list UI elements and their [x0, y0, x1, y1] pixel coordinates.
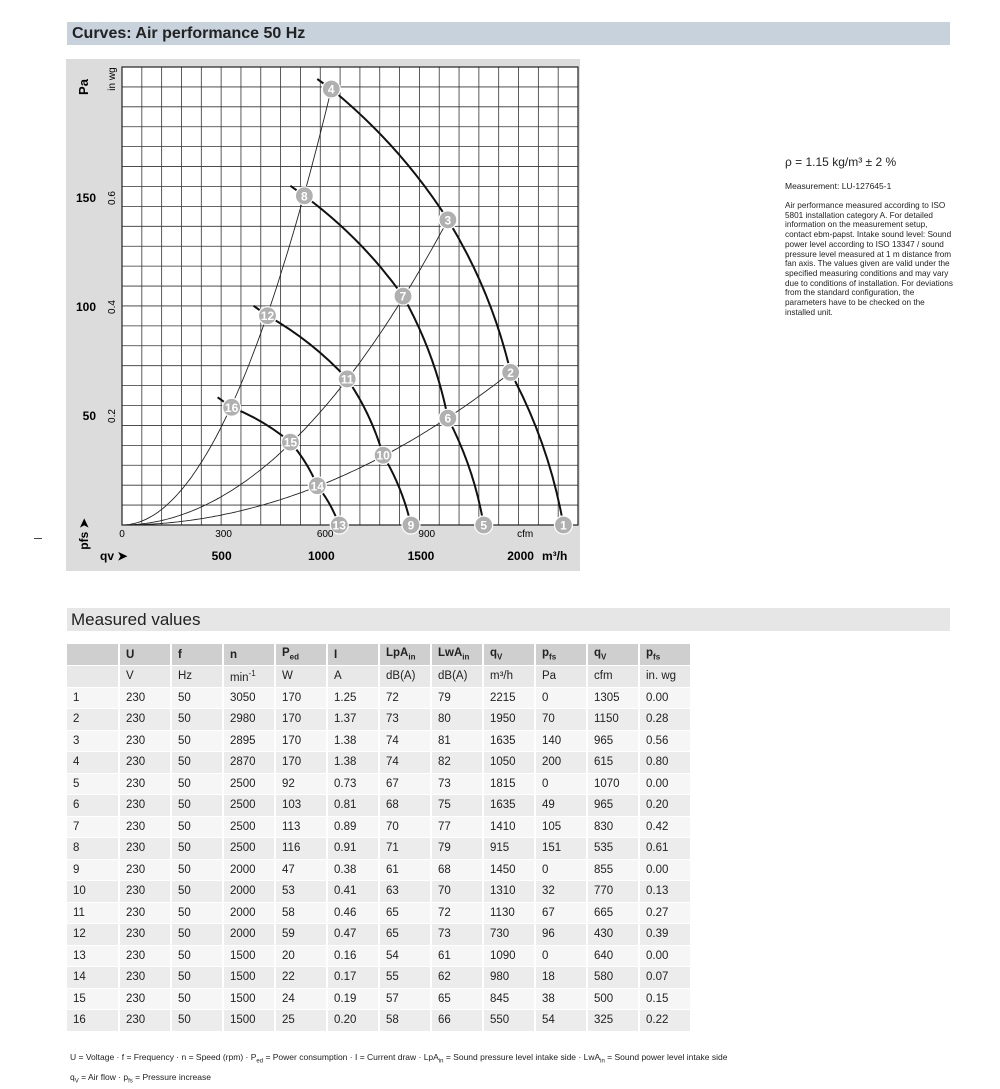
table-cell: 0.41 — [327, 881, 379, 903]
table-unit-cell: m³/h — [483, 666, 535, 688]
table-cell: 230 — [119, 988, 171, 1010]
curves-section-header — [67, 22, 950, 45]
table-cell: 1310 — [483, 881, 535, 903]
x-tick-label: 2000 — [507, 549, 534, 563]
table-cell: 22 — [275, 967, 327, 989]
table-header-cell: LwA$_{in}$ — [431, 644, 483, 666]
table-cell: 230 — [119, 902, 171, 924]
row-index-cell: 8 — [67, 838, 119, 860]
table-row — [67, 988, 691, 1010]
table-cell: 0 — [535, 859, 587, 881]
table-cell: 25 — [275, 1010, 327, 1032]
table-cell: 230 — [119, 838, 171, 860]
table-unit-cell: in. wg — [639, 666, 691, 688]
table-cell: 55 — [379, 967, 431, 989]
table-cell: 2870 — [223, 752, 275, 774]
table-cell: 0.00 — [639, 945, 691, 967]
table-cell: 230 — [119, 881, 171, 903]
measured-title: Measured values — [71, 610, 201, 629]
table-cell: 170 — [275, 687, 327, 709]
table-cell: 535 — [587, 838, 639, 860]
x-tick-label-cfm: 600 — [316, 529, 334, 540]
table-cell: 75 — [431, 795, 483, 817]
table-cell: 1090 — [483, 945, 535, 967]
table-row — [67, 881, 691, 903]
y-tick-label-inwg: 0.4 — [107, 300, 118, 314]
table-cell: 230 — [119, 859, 171, 881]
y-axis-symbol: pfs ➤ — [77, 518, 91, 550]
table-cell: 74 — [379, 752, 431, 774]
table-cell: 1500 — [223, 967, 275, 989]
table-cell: 50 — [171, 924, 223, 946]
table-cell: 70 — [379, 816, 431, 838]
table-cell: 105 — [535, 816, 587, 838]
table-cell: 47 — [275, 859, 327, 881]
table-cell: 50 — [171, 988, 223, 1010]
operating-point-label: 16 — [224, 400, 239, 415]
operating-point-label: 7 — [399, 289, 407, 304]
y-tick-label: 150 — [75, 191, 96, 205]
table-cell: 32 — [535, 881, 587, 903]
row-index-cell: 5 — [67, 773, 119, 795]
table-cell: 965 — [587, 795, 639, 817]
table-cell: 0.80 — [639, 752, 691, 774]
table-cell: 77 — [431, 816, 483, 838]
table-cell: 1815 — [483, 773, 535, 795]
measurement-notes: Air performance measured according to ISO 5801 installation category A. For detailed information on the measurement setup, contact ebm-papst. Intake sound level: Sound power level according to ISO 13347 / sound pressure level measured at 1 m distance from fan axis. The values given are valid under the specified measuring conditions and may vary due to conditions of installation. For deviations from the standard configuration, the parameters have to be checked on the installed unit. — [785, 201, 953, 317]
table-cell: 1070 — [587, 773, 639, 795]
table-cell: 38 — [535, 988, 587, 1010]
table-cell: 2000 — [223, 881, 275, 903]
table-cell: 70 — [535, 709, 587, 731]
table-cell: 50 — [171, 709, 223, 731]
table-cell: 1500 — [223, 988, 275, 1010]
operating-point-label: 11 — [340, 372, 354, 387]
x-tick-label-cfm: 300 — [215, 529, 232, 540]
table-cell: 50 — [171, 730, 223, 752]
row-index-cell: 14 — [67, 967, 119, 989]
table-cell: 2500 — [223, 795, 275, 817]
table-cell: 67 — [379, 773, 431, 795]
row-index-cell: 13 — [67, 945, 119, 967]
table-cell: 50 — [171, 795, 223, 817]
table-cell: 0.39 — [639, 924, 691, 946]
table-cell: 0.00 — [639, 773, 691, 795]
table-cell: 54 — [379, 945, 431, 967]
row-index-cell: 4 — [67, 752, 119, 774]
table-cell: 230 — [119, 752, 171, 774]
table-cell: 80 — [431, 709, 483, 731]
table-unit-cell: $\min^{-1}$ — [223, 666, 275, 688]
table-cell: 230 — [119, 924, 171, 946]
table-cell: 1305 — [587, 687, 639, 709]
operating-point-label: 2 — [507, 365, 514, 380]
table-row — [67, 730, 691, 752]
curves-title: Curves: Air performance 50 Hz — [72, 25, 306, 42]
row-index-cell: 15 — [67, 988, 119, 1010]
table-cell: 2895 — [223, 730, 275, 752]
operating-point-label: 13 — [332, 518, 346, 533]
table-cell: 24 — [275, 988, 327, 1010]
table-cell: 61 — [431, 945, 483, 967]
legend-line-2: $q_V$ = Air flow · $p_{fs}$ = Pressure increase — [70, 1071, 211, 1085]
table-cell: 0.42 — [639, 816, 691, 838]
table-row — [67, 773, 691, 795]
operating-point-label: 1 — [560, 518, 567, 533]
row-index-cell: 6 — [67, 795, 119, 817]
table-cell: 200 — [535, 752, 587, 774]
table-cell: 1450 — [483, 859, 535, 881]
table-cell: 1050 — [483, 752, 535, 774]
table-cell: 57 — [379, 988, 431, 1010]
table-cell: 2500 — [223, 838, 275, 860]
table-cell: 0.46 — [327, 902, 379, 924]
table-cell: 65 — [379, 902, 431, 924]
table-cell: 325 — [587, 1010, 639, 1032]
x-tick-label: 1000 — [307, 549, 335, 563]
table-header-cell: I — [327, 644, 379, 666]
y-axis-label: Pa — [76, 79, 91, 95]
table-cell: 0.00 — [639, 687, 691, 709]
table-cell: 1.38 — [327, 730, 379, 752]
table-cell: 0.13 — [639, 881, 691, 903]
table-cell: 0.27 — [639, 902, 691, 924]
table-cell: 82 — [431, 752, 483, 774]
table-cell: 830 — [587, 816, 639, 838]
table-cell: 0.07 — [639, 967, 691, 989]
table-cell: 230 — [119, 773, 171, 795]
table-cell: 1.38 — [327, 752, 379, 774]
x-axis-unit: m³/h — [542, 549, 568, 563]
operating-point-label: 6 — [444, 411, 452, 426]
table-unit-cell: Hz — [171, 666, 223, 688]
table-cell: 580 — [587, 967, 639, 989]
table-cell: 3050 — [223, 687, 275, 709]
table-cell: 615 — [587, 752, 639, 774]
row-index-cell: 10 — [67, 881, 119, 903]
table-cell: 0.38 — [327, 859, 379, 881]
table-cell: 50 — [171, 967, 223, 989]
row-index-cell: 2 — [67, 709, 119, 731]
table-unit-cell: dB(A) — [379, 666, 431, 688]
table-header-cell: $q_V$ — [483, 644, 535, 666]
table-cell: 74 — [379, 730, 431, 752]
row-index-cell: 12 — [67, 924, 119, 946]
table-unit-row — [67, 666, 691, 688]
table-cell: 1.25 — [327, 687, 379, 709]
table-header-cell: $p_{fs}$ — [639, 644, 691, 666]
table-cell: 151 — [535, 838, 587, 860]
table-row — [67, 902, 691, 924]
table-cell: 0.19 — [327, 988, 379, 1010]
table-cell: 116 — [275, 838, 327, 860]
table-cell: 1635 — [483, 795, 535, 817]
table-cell: 230 — [119, 687, 171, 709]
table-header-cell: $P_{ed}$ — [275, 644, 327, 666]
y-axis-unit-inwg: in wg — [107, 67, 118, 91]
table-cell: 1130 — [483, 902, 535, 924]
table-cell: 730 — [483, 924, 535, 946]
table-cell: 140 — [535, 730, 587, 752]
side-notes — [785, 155, 953, 317]
plot-area — [122, 67, 578, 525]
table-unit-cell: W — [275, 666, 327, 688]
table-unit-cell: V — [119, 666, 171, 688]
table-cell: 0.61 — [639, 838, 691, 860]
operating-point-label: 9 — [407, 518, 415, 533]
table-cell: 230 — [119, 1010, 171, 1032]
table-cell: 71 — [379, 838, 431, 860]
table-cell: 170 — [275, 752, 327, 774]
table-row — [67, 924, 691, 946]
table-cell: 2500 — [223, 816, 275, 838]
table-cell: 1635 — [483, 730, 535, 752]
y-tick-label-inwg: 0.6 — [107, 191, 118, 205]
table-cell: 50 — [171, 902, 223, 924]
table-cell: 70 — [431, 881, 483, 903]
legend-line-1: U = Voltage · f = Frequency · n = Speed $(rpm) \cdot P_{ed}$ = Power consumption · I = Current draw · LpA$_{in}$ = Sound pressure level intake side · LwA$_{in}$ = Sound power level intake side — [70, 1052, 728, 1065]
table-cell: 170 — [275, 730, 327, 752]
table-cell: 73 — [431, 773, 483, 795]
row-index-cell: 16 — [67, 1010, 119, 1032]
table-cell: 430 — [587, 924, 639, 946]
table-header-cell: LpA$_{in}$ — [379, 644, 431, 666]
operating-point-label: 15 — [283, 435, 298, 450]
table-cell: 915 — [483, 838, 535, 860]
table-cell: 0 — [535, 773, 587, 795]
table-cell: 550 — [483, 1010, 535, 1032]
table-header-row — [67, 644, 691, 666]
x-tick-label-cfm: 0 — [119, 529, 125, 540]
table-cell: 2980 — [223, 709, 275, 731]
table-cell: 0.00 — [639, 859, 691, 881]
table-cell: 53 — [275, 881, 327, 903]
table-cell: 0.17 — [327, 967, 379, 989]
table-cell: 965 — [587, 730, 639, 752]
table-cell: 230 — [119, 967, 171, 989]
table-cell: 2215 — [483, 687, 535, 709]
table-cell: 66 — [431, 1010, 483, 1032]
measured-values-table — [67, 644, 692, 1032]
table-cell: 50 — [171, 838, 223, 860]
row-index-cell: 7 — [67, 816, 119, 838]
table-cell: 770 — [587, 881, 639, 903]
table-cell: 230 — [119, 795, 171, 817]
table-header-cell: $p_{fs}$ — [535, 644, 587, 666]
table-cell: 59 — [275, 924, 327, 946]
table-cell: 0.15 — [639, 988, 691, 1010]
table-cell: 50 — [171, 881, 223, 903]
table-cell: 96 — [535, 924, 587, 946]
table-cell: 68 — [431, 859, 483, 881]
table-cell: 500 — [587, 988, 639, 1010]
x-axis-label: qv ➤ — [100, 549, 128, 563]
table-cell: 230 — [119, 945, 171, 967]
table-cell: 0 — [535, 687, 587, 709]
table-cell: 58 — [275, 902, 327, 924]
table-cell: 50 — [171, 1010, 223, 1032]
table-cell: 68 — [379, 795, 431, 817]
table-cell: 72 — [431, 902, 483, 924]
measurement-id: Measurement: LU-127645-1 — [785, 181, 892, 191]
measured-section-header — [67, 608, 950, 631]
table-cell: 0.47 — [327, 924, 379, 946]
table-cell: 50 — [171, 687, 223, 709]
table-cell: 0.20 — [639, 795, 691, 817]
table-cell: 2000 — [223, 924, 275, 946]
row-index-cell: 9 — [67, 859, 119, 881]
table-cell: 79 — [431, 838, 483, 860]
table-cell: 49 — [535, 795, 587, 817]
table-header-index — [67, 644, 119, 666]
table-cell: 50 — [171, 945, 223, 967]
table-row — [67, 687, 691, 709]
table-cell: 980 — [483, 967, 535, 989]
table-cell: 230 — [119, 730, 171, 752]
table-cell: 65 — [431, 988, 483, 1010]
table-cell: 0 — [535, 945, 587, 967]
table-cell: 73 — [431, 924, 483, 946]
table-row — [67, 709, 691, 731]
table-cell: 845 — [483, 988, 535, 1010]
operating-point-label: 14 — [310, 479, 324, 494]
table-cell: 0.28 — [639, 709, 691, 731]
operating-point-label: 10 — [376, 448, 390, 463]
table-unit-cell: dB(A) — [431, 666, 483, 688]
table-cell: 0.81 — [327, 795, 379, 817]
table-unit-cell: cfm — [587, 666, 639, 688]
table-cell: 0.73 — [327, 773, 379, 795]
table-cell: 50 — [171, 773, 223, 795]
table-cell: 0.20 — [327, 1010, 379, 1032]
table-unit-cell: A — [327, 666, 379, 688]
table-header-cell: n — [223, 644, 275, 666]
row-index-cell: 3 — [67, 730, 119, 752]
table-cell: 0.22 — [639, 1010, 691, 1032]
table-legend — [70, 1050, 727, 1089]
table-cell: 0.16 — [327, 945, 379, 967]
table-cell: 92 — [275, 773, 327, 795]
table-cell: 1410 — [483, 816, 535, 838]
table-header-cell: U — [119, 644, 171, 666]
table-row — [67, 838, 691, 860]
table-cell: 50 — [171, 816, 223, 838]
y-tick-label-inwg: 0.2 — [107, 409, 118, 423]
margin-dash — [34, 538, 42, 539]
table-cell: 0.89 — [327, 816, 379, 838]
operating-point-label: 3 — [444, 213, 452, 228]
table-cell: 665 — [587, 902, 639, 924]
air-density: ρ = 1.15 kg/m³ ± 2 % — [785, 155, 897, 169]
table-cell: 0.91 — [327, 838, 379, 860]
y-tick-label: 50 — [82, 409, 96, 423]
operating-point-label: 8 — [301, 189, 308, 204]
table-cell: 67 — [535, 902, 587, 924]
table-cell: 63 — [379, 881, 431, 903]
table-unit-index — [67, 666, 119, 688]
table-row — [67, 967, 691, 989]
table-cell: 855 — [587, 859, 639, 881]
table-cell: 0.56 — [639, 730, 691, 752]
table-cell: 20 — [275, 945, 327, 967]
table-cell: 2500 — [223, 773, 275, 795]
row-index-cell: 11 — [67, 902, 119, 924]
table-cell: 230 — [119, 709, 171, 731]
table-cell: 2000 — [223, 902, 275, 924]
table-cell: 1500 — [223, 1010, 275, 1032]
table-cell: 61 — [379, 859, 431, 881]
table-cell: 65 — [379, 924, 431, 946]
table-row — [67, 752, 691, 774]
table-cell: 1.37 — [327, 709, 379, 731]
table-header-cell: f — [171, 644, 223, 666]
table-cell: 72 — [379, 687, 431, 709]
table-cell: 50 — [171, 752, 223, 774]
air-performance-chart — [66, 59, 580, 571]
operating-point-label: 4 — [327, 82, 335, 97]
table-cell: 81 — [431, 730, 483, 752]
table-cell: 640 — [587, 945, 639, 967]
x-tick-label-cfm: 900 — [418, 529, 436, 540]
x-tick-label: 500 — [211, 549, 232, 563]
row-index-cell: 1 — [67, 687, 119, 709]
table-row — [67, 945, 691, 967]
table-cell: 18 — [535, 967, 587, 989]
table-cell: 1500 — [223, 945, 275, 967]
operating-point-label: 12 — [260, 309, 275, 324]
table-cell: 54 — [535, 1010, 587, 1032]
table-cell: 79 — [431, 687, 483, 709]
table-header-cell: $q_V$ — [587, 644, 639, 666]
x-tick-label: 1500 — [407, 549, 435, 563]
table-cell: 58 — [379, 1010, 431, 1032]
x-tick-label-cfm: cfm — [517, 529, 534, 540]
y-tick-label: 100 — [75, 300, 96, 314]
table-cell: 73 — [379, 709, 431, 731]
table-cell: 230 — [119, 816, 171, 838]
table-cell: 62 — [431, 967, 483, 989]
table-row — [67, 795, 691, 817]
table-cell: 103 — [275, 795, 327, 817]
table-cell: 50 — [171, 859, 223, 881]
table-unit-cell: Pa — [535, 666, 587, 688]
table-cell: 113 — [275, 816, 327, 838]
table-row — [67, 859, 691, 881]
table-row — [67, 1010, 691, 1032]
table-row — [67, 816, 691, 838]
table-cell: 1950 — [483, 709, 535, 731]
table-cell: 2000 — [223, 859, 275, 881]
table-cell: 170 — [275, 709, 327, 731]
operating-point-label: 5 — [480, 518, 488, 533]
table-cell: 1150 — [587, 709, 639, 731]
